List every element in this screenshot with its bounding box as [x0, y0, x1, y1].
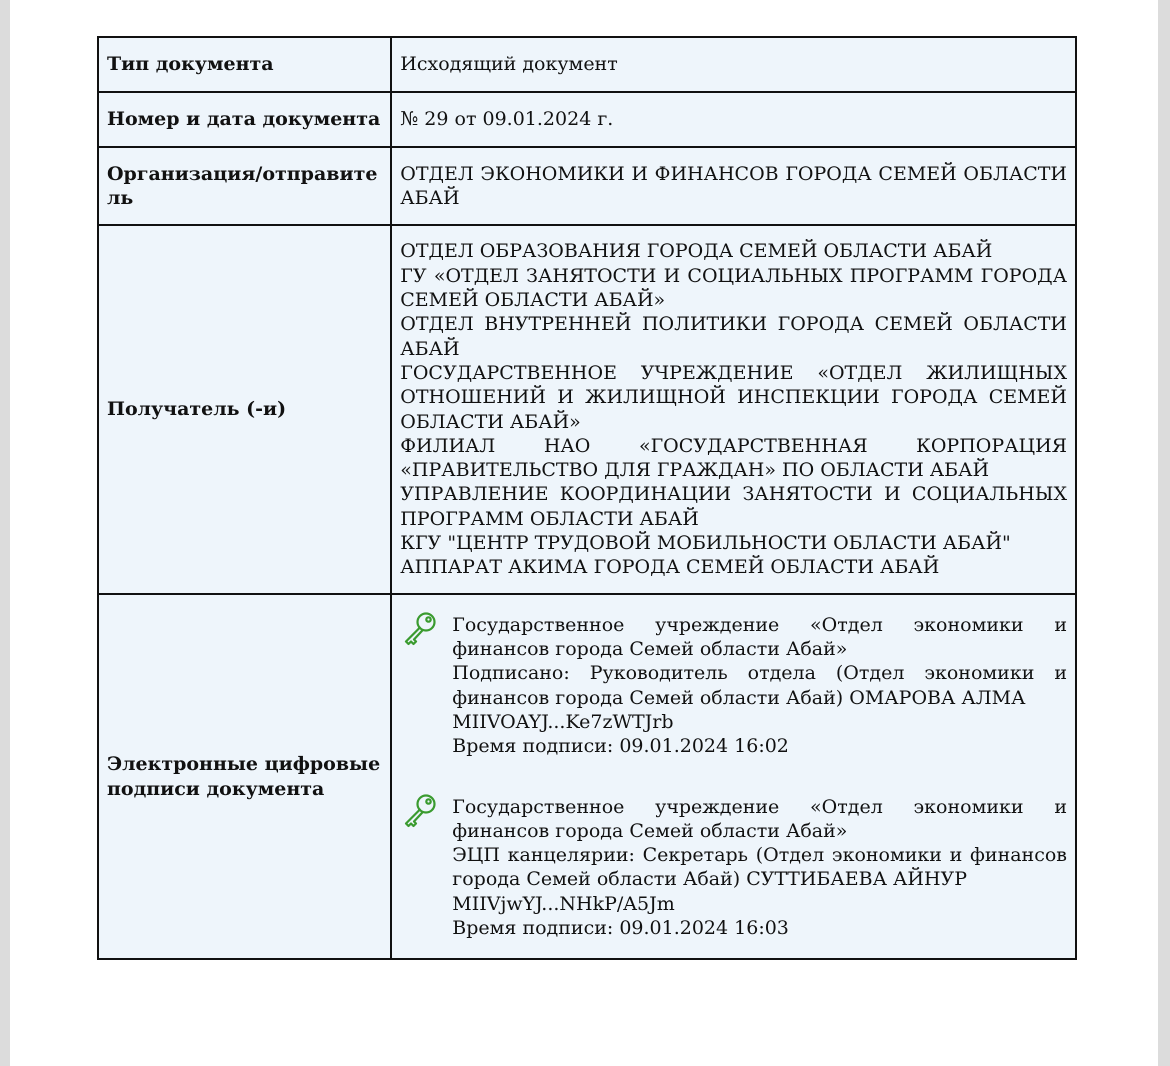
- signatures-list: [391, 594, 1076, 959]
- signature-hash: MIIVjwYJ...NHkP/A5Jm: [452, 892, 675, 915]
- signature-time: Время подписи: 09.01.2024 16:02: [452, 735, 789, 758]
- row-recipients: [98, 225, 1076, 594]
- recipient-item: АППАРАТ АКИМА ГОРОДА СЕМЕЙ ОБЛАСТИ АБАЙ: [400, 556, 940, 579]
- document-page: [10, 0, 1158, 1066]
- key-icon: [400, 609, 452, 649]
- row-document-number: [98, 92, 1076, 147]
- signature-organization: Государственное учреждение «Отдел экономики и финансов города Семей области Абай»: [452, 795, 1067, 842]
- signature-signer: Подписано: Руководитель отдела (Отдел экономики и финансов города Семей области Абай) ОМАРОВА АЛМА: [452, 662, 1067, 709]
- value-sender-organization: ОТДЕЛ ЭКОНОМИКИ И ФИНАНСОВ ГОРОДА СЕМЕЙ ОБЛАСТИ АБАЙ: [391, 147, 1076, 225]
- recipient-item: ОТДЕЛ ОБРАЗОВАНИЯ ГОРОДА СЕМЕЙ ОБЛАСТИ АБАЙ: [400, 240, 993, 263]
- signature-time: Время подписи: 09.01.2024 16:03: [452, 916, 789, 939]
- document-metadata-table: [97, 36, 1077, 960]
- value-document-number: № 29 от 09.01.2024 г.: [391, 92, 1076, 147]
- recipient-item: ОТДЕЛ ВНУТРЕННЕЙ ПОЛИТИКИ ГОРОДА СЕМЕЙ ОБЛАСТИ АБАЙ: [400, 313, 1067, 360]
- value-document-type: Исходящий документ: [391, 37, 1076, 92]
- recipient-item: ФИЛИАЛ НАО «ГОСУДАРСТВЕННАЯ КОРПОРАЦИЯ «ПРАВИТЕЛЬСТВО ДЛЯ ГРАЖДАН» ПО ОБЛАСТИ АБАЙ: [400, 434, 1067, 482]
- signature-entry: [400, 613, 1067, 759]
- recipient-item: УПРАВЛЕНИЕ КООРДИНАЦИИ ЗАНЯТОСТИ И СОЦИАЛЬНЫХ ПРОГРАММ ОБЛАСТИ АБАЙ: [400, 483, 1067, 530]
- label-recipients: Получатель (-и): [98, 225, 391, 594]
- label-sender-organization: Организация/отправитель: [98, 147, 391, 225]
- signature-details: [452, 795, 1067, 941]
- recipient-item: КГУ "ЦЕНТР ТРУДОВОЙ МОБИЛЬНОСТИ ОБЛАСТИ АБАЙ": [400, 531, 1011, 554]
- recipients-list: [391, 225, 1076, 594]
- recipient-item: ГУ «ОТДЕЛ ЗАНЯТОСТИ И СОЦИАЛЬНЫХ ПРОГРАММ ГОРОДА СЕМЕЙ ОБЛАСТИ АБАЙ»: [400, 264, 1067, 312]
- key-icon: [400, 791, 452, 831]
- row-sender-organization: [98, 147, 1076, 225]
- signature-entry: [400, 795, 1067, 941]
- signature-signer: ЭЦП канцелярии: Секретарь (Отдел экономики и финансов города Семей области Абай) СУТТИБАЕВА АЙНУР: [452, 844, 1067, 891]
- row-signatures: [98, 594, 1076, 959]
- signature-details: [452, 613, 1067, 759]
- label-document-type: Тип документа: [98, 37, 391, 92]
- recipient-item: ГОСУДАРСТВЕННОЕ УЧРЕЖДЕНИЕ «ОТДЕЛ ЖИЛИЩНЫХ ОТНОШЕНИЙ И ЖИЛИЩНОЙ ИНСПЕКЦИИ ГОРОДА СЕМЕЙ ОБЛАСТИ АБАЙ»: [400, 361, 1067, 433]
- signature-organization: Государственное учреждение «Отдел экономики и финансов города Семей области Абай»: [452, 613, 1067, 661]
- signature-hash: MIIVOAYJ...Ke7zWTJrb: [452, 710, 674, 733]
- row-document-type: [98, 37, 1076, 92]
- label-document-number: Номер и дата документа: [98, 92, 391, 147]
- label-signatures: Электронные цифровые подписи документа: [98, 594, 391, 959]
